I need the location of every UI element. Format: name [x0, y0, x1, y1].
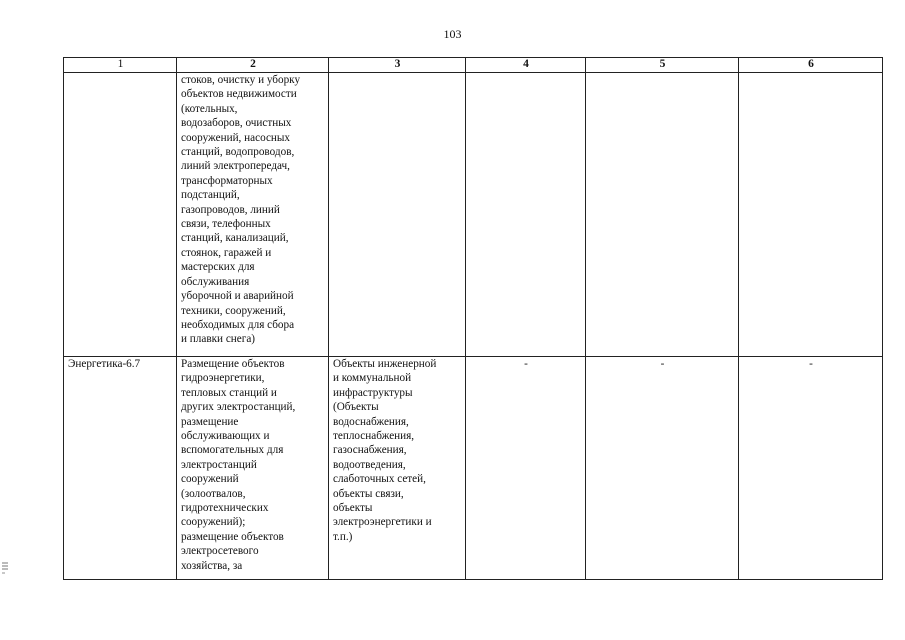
text-line: и коммунальной — [333, 372, 412, 385]
text-line: техники, сооружений, — [181, 304, 286, 317]
text-line: электростанций — [181, 458, 257, 471]
text-line: линий электропередач, — [181, 160, 290, 173]
scan-artifact-icon — [2, 561, 8, 575]
text-line: тепловых станций и — [181, 386, 277, 399]
text-line: трансформаторных — [181, 174, 273, 187]
text-line: сооружений — [181, 473, 239, 486]
text-line: стоянок, гаражей и — [181, 246, 272, 259]
cell-continuation-col1 — [64, 73, 177, 357]
text-line: хозяйства, за — [181, 559, 243, 572]
text-line: станций, водопроводов, — [181, 146, 295, 159]
text-line: газопроводов, линий — [181, 203, 280, 216]
header-col-5: 5 — [586, 58, 739, 73]
text-line: подстанций, — [181, 189, 240, 202]
text-line: слаботочных сетей, — [333, 473, 426, 486]
text-line: гидроэнергетики, — [181, 372, 265, 385]
text-line: (котельных, — [181, 102, 238, 115]
header-col-2: 2 — [177, 58, 329, 73]
text-line: водоснабжения, — [333, 415, 409, 428]
text-line: теплоснабжения, — [333, 430, 415, 443]
cell-continuation-col6 — [739, 73, 883, 357]
text-line: обслуживания — [181, 275, 250, 288]
text-line: Размещение объектов — [181, 358, 285, 370]
text-line: (золоотвалов, — [181, 487, 246, 500]
header-col-6: 6 — [739, 58, 883, 73]
cell-energy-code: Энергетика-6.7 — [64, 357, 177, 580]
text-line: объектов недвижимости — [181, 88, 297, 101]
text-line: т.п.) — [333, 530, 353, 543]
text-line: водозаборов, очистных — [181, 117, 292, 130]
page-number: 103 — [443, 27, 462, 41]
cell-continuation-description — [177, 73, 329, 357]
cell-energy-description — [177, 357, 329, 580]
zoning-table — [63, 57, 883, 580]
table-row-continuation — [64, 73, 883, 357]
text-line: сооружений, насосных — [181, 131, 291, 144]
header-col-3: 3 — [329, 58, 466, 73]
text-line: стоков, очистку и уборку — [181, 74, 301, 86]
text-line: объекты — [333, 502, 373, 515]
text-line: обслуживающих и — [181, 430, 270, 443]
scan-margin-mark — [2, 561, 8, 576]
text-line: необходимых для сбора — [181, 318, 295, 331]
text-line: инфраструктуры — [333, 386, 413, 399]
text-line: связи, телефонных — [181, 218, 271, 231]
text-line: электросетевого — [181, 545, 259, 558]
header-row — [64, 58, 883, 73]
text-line: (Объекты — [333, 401, 379, 414]
text-line: объекты связи, — [333, 487, 404, 500]
table-row-energy — [64, 357, 883, 580]
text-line: уборочной и аварийной — [181, 290, 294, 303]
cell-energy-col4: - — [466, 357, 586, 580]
text-line: мастерских для — [181, 261, 255, 274]
header-col-4: 4 — [466, 58, 586, 73]
text-line: Объекты инженерной — [333, 358, 437, 370]
header-col-1: 1 — [64, 58, 177, 73]
cell-energy-infrastructure — [329, 357, 466, 580]
cell-continuation-col3 — [329, 73, 466, 357]
text-line: других электростанций, — [181, 401, 296, 414]
text-line: вспомогательных для — [181, 444, 284, 457]
cell-continuation-col5 — [586, 73, 739, 357]
cell-energy-col5: - — [586, 357, 739, 580]
cell-continuation-col4 — [466, 73, 586, 357]
text-line: гидротехнических — [181, 502, 269, 515]
cell-energy-col6: - — [739, 357, 883, 580]
text-line: и плавки снега) — [181, 333, 256, 346]
text-line: размещение — [181, 415, 239, 428]
text-line: электроэнергетики и — [333, 516, 432, 529]
text-line: размещение объектов — [181, 530, 284, 543]
text-line: водоотведения, — [333, 458, 406, 471]
text-line: станций, канализаций, — [181, 232, 289, 245]
text-line: газоснабжения, — [333, 444, 407, 457]
text-line: сооружений); — [181, 516, 246, 529]
